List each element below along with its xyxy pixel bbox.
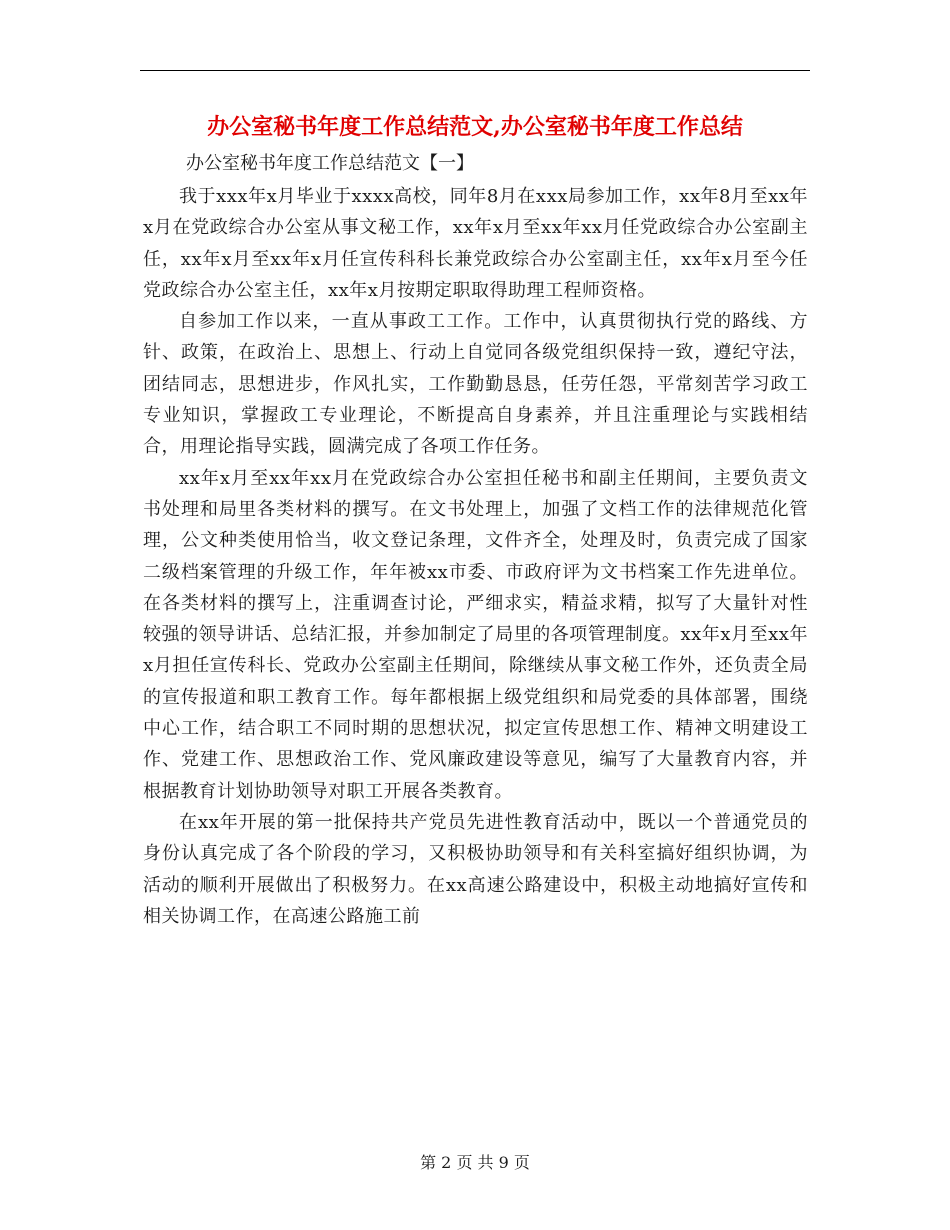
paragraph-2: 自参加工作以来，一直从事政工工作。工作中，认真贯彻执行党的路线、方针、政策，在政治上、思想上、行动上自觉同各级党组织保持一致，遵纪守法，团结同志，思想进步，作风扎实，工作勤勤恳恳，任劳任怨，平常刻苦学习政工专业知识，掌握政工专业理论，不断提高自身素养，并且注重理论与实践相结合，用理论指导实践，圆满完成了各项工作任务。 bbox=[143, 311, 808, 458]
page-number-footer: 第 2 页 共 9 页 bbox=[420, 1153, 530, 1172]
header-rule bbox=[140, 70, 810, 71]
paragraph-3: xx年x月至xx年xx月在党政综合办公室担任秘书和副主任期间，主要负责文书处理和局里各类材料的撰写。在文书处理上，加强了文档工作的法律规范化管理，公文种类使用恰当，收文登记条理，文件齐全，处理及时，负责完成了国家二级档案管理的升级工作，年年被xx市委、市政府评为文书档案工作先进单位。在各类材料的撰写上，注重调查讨论，严细求实，精益求精，拟写了大量针对性较强的领导讲话、总结汇报，并参加制定了局里的各项管理制度。xx年x月至xx年x月担任宣传科长、党政办公室副主任期间，除继续从事文秘工作外，还负责全局的宣传报道和职工教育工作。每年都根据上级党组织和局党委的具体部署，围绕中心工作，结合职工不同时期的思想状况，拟定宣传思想工作、精神文明建设工作、党建工作、思想政治工作、党风廉政建设等意见，编写了大量教育内容，并根据教育计划协助领导对职工开展各类教育。 bbox=[143, 467, 808, 802]
document-body bbox=[143, 181, 808, 932]
paragraph-1: 我于xxx年x月毕业于xxxx高校，同年8月在xxx局参加工作，xx年8月至xx年x月在党政综合办公室从事文秘工作，xx年x月至xx年xx月任党政综合办公室副主任，xx年x月至xx年x月任宣传科科长兼党政综合办公室副主任，xx年x月至今任党政综合办公室主任，xx年x月按期定职取得助理工程师资格。 bbox=[143, 186, 808, 301]
paragraph-4: 在xx年开展的第一批保持共产党员先进性教育活动中，既以一个普通党员的身份认真完成了各个阶段的学习，又积极协助领导和有关科室搞好组织协调，为活动的顺利开展做出了积极努力。在xx高速公路建设中，积极主动地搞好宣传和相关协调工作，在高速公路施工前 bbox=[143, 811, 808, 927]
section-subtitle: 办公室秘书年度工作总结范文【一】 bbox=[186, 153, 474, 174]
document-title: 办公室秘书年度工作总结范文,办公室秘书年度工作总结 bbox=[207, 114, 743, 140]
